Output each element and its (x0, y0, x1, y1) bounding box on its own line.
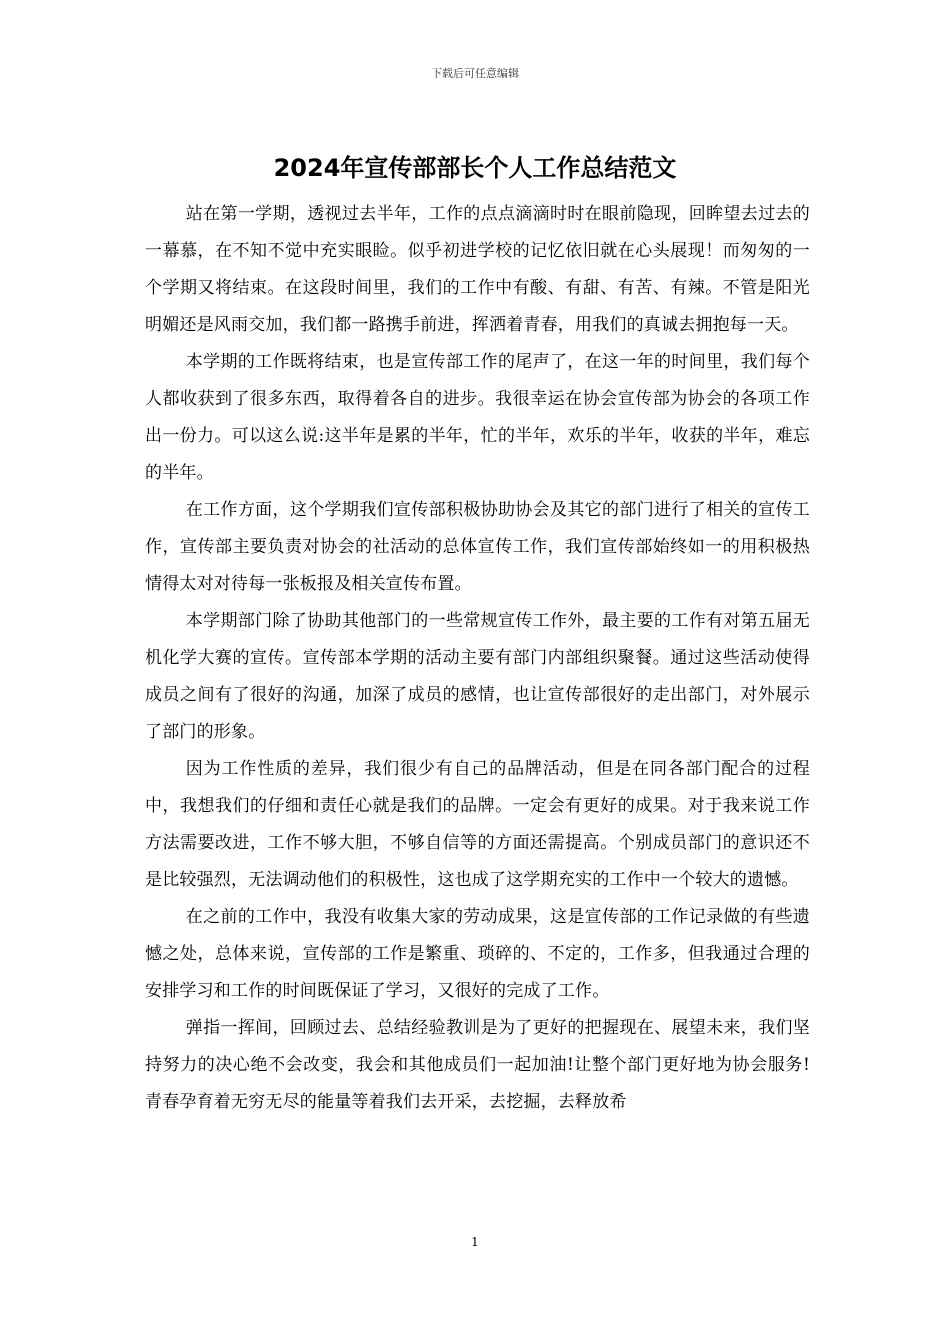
body-paragraph: 本学期的工作既将结束，也是宣传部工作的尾声了，在这一年的时间里，我们每个人都收获到了很多东西，取得着各自的进步。我很幸运在协会宣传部为协会的各项工作出一份力。可以这么说:这半年是累的半年，忙的半年，欢乐的半年，收获的半年，难忘的半年。 (145, 352, 810, 483)
document-title: 2024年宣传部部长个人工作总结范文 (273, 154, 677, 182)
body-paragraph: 在之前的工作中，我没有收集大家的劳动成果，这是宣传部的工作记录做的有些遗憾之处，总体来说，宣传部的工作是繁重、琐碎的、不定的，工作多，但我通过合理的安排学习和工作的时间既保证了学习，又很好的完成了工作。 (145, 907, 810, 1001)
body-paragraph: 在工作方面，这个学期我们宣传部积极协助协会及其它的部门进行了相关的宣传工作，宣传部主要负责对协会的社活动的总体宣传工作，我们宣传部始终如一的用积极热情得太对对待每一张板报及相关宣传布置。 (145, 500, 810, 594)
document-body (145, 196, 810, 1121)
body-paragraph: 站在第一学期，透视过去半年，工作的点点滴滴时时在眼前隐现，回眸望去过去的一幕慕，在不知不觉中充实眼睑。似乎初进学校的记忆依旧就在心头展现！而匆匆的一个学期又将结束。在这段时间里，我们的工作中有酸、有甜、有苦、有辣。不管是阳光明媚还是风雨交加，我们都一路携手前进，挥洒着青春，用我们的真诚去拥抱每一天。 (145, 204, 810, 335)
header-note: 下载后可任意编辑 (431, 67, 519, 80)
body-paragraph: 本学期部门除了协助其他部门的一些常规宣传工作外，最主要的工作有对第五届无机化学大赛的宣传。宣传部本学期的活动主要有部门内部组织聚餐。通过这些活动使得成员之间有了很好的沟通，加深了成员的感情，也让宣传部很好的走出部门，对外展示了部门的形象。 (145, 611, 810, 742)
body-paragraph: 因为工作性质的差异，我们很少有自己的品牌活动，但是在同各部门配合的过程中，我想我们的仔细和责任心就是我们的品牌。一定会有更好的成果。对于我来说工作方法需要改进，工作不够大胆，不够自信等的方面还需提高。个别成员部门的意识还不是比较强烈，无法调动他们的积极性，这也成了这学期充实的工作中一个较大的遗憾。 (145, 759, 810, 890)
page-number: 1 (471, 1235, 479, 1249)
body-paragraph: 弹指一挥间，回顾过去、总结经验教训是为了更好的把握现在、展望未来，我们坚持努力的决心绝不会改变，我会和其他成员们一起加油!让整个部门更好地为协会服务!青春孕育着无穷无尽的能量等着我们去开采，去挖掘，去释放希 (145, 1018, 810, 1112)
